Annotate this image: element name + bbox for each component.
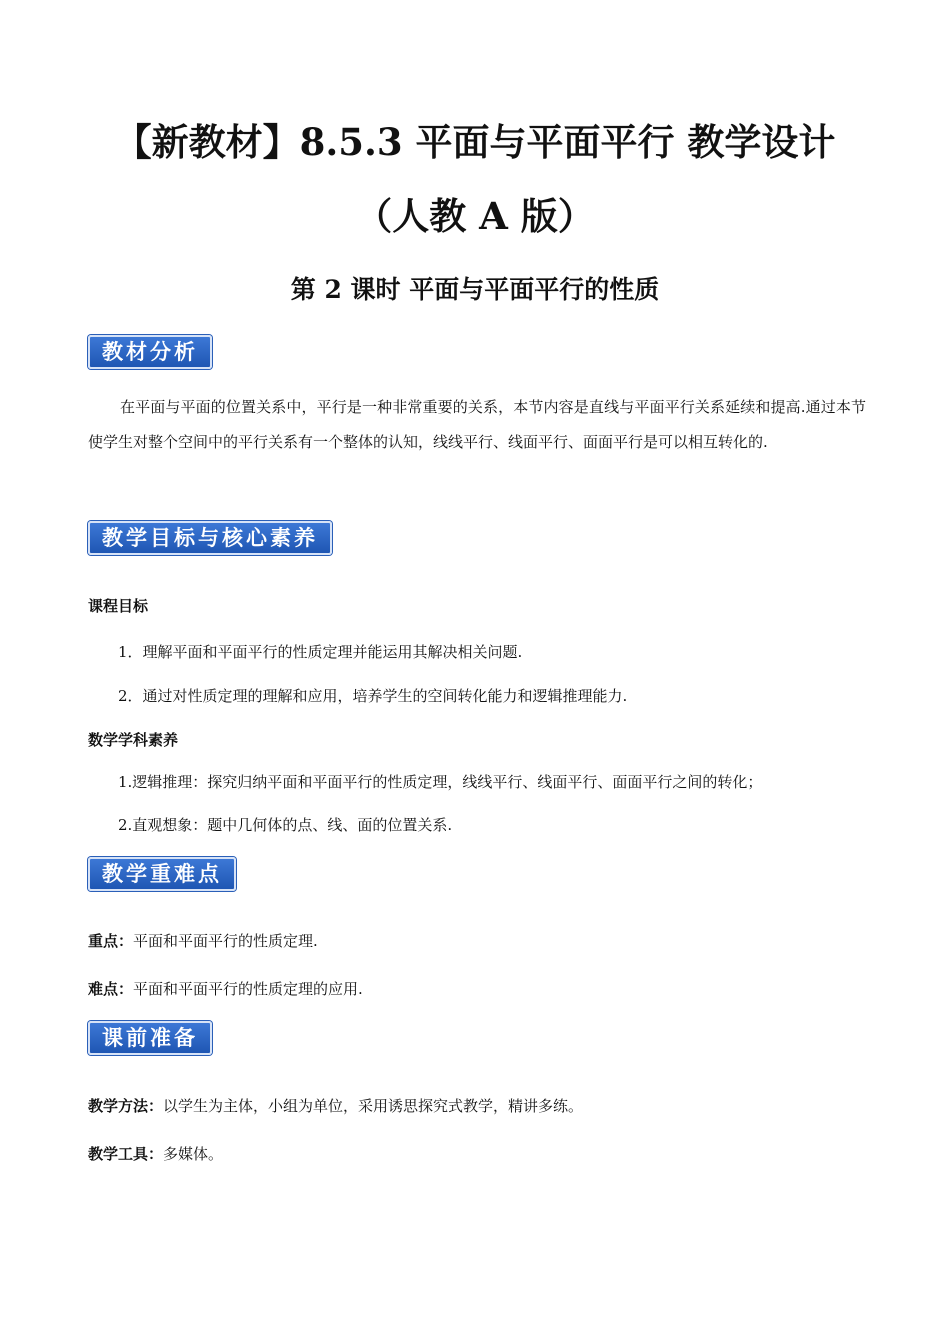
teaching-tools-line bbox=[88, 1143, 223, 1165]
key-point-line bbox=[88, 930, 318, 952]
document-title-line-1: 【新教材】8.5.3 平面与平面平行 教学设计 bbox=[114, 120, 836, 164]
literacy-item-1: 1.逻辑推理：探究归纳平面和平面平行的性质定理，线线平行、线面平行、面面平行之间的转化； bbox=[118, 773, 763, 791]
course-goal-item-1: 1．理解平面和平面平行的性质定理并能运用其解决相关问题. bbox=[118, 643, 523, 661]
teaching-method-line bbox=[88, 1095, 583, 1117]
section-badge-preparation: 课前准备 bbox=[88, 1021, 212, 1055]
difficult-point-label: 难点： bbox=[88, 980, 134, 998]
key-point-label: 重点： bbox=[88, 932, 134, 950]
course-goals-heading: 课程目标 bbox=[88, 597, 149, 615]
teaching-method-text: 以学生为主体，小组为单位，采用诱思探究式教学，精讲多练。 bbox=[163, 1097, 584, 1115]
teaching-tools-text: 多媒体。 bbox=[163, 1145, 224, 1163]
difficult-point-text: 平面和平面平行的性质定理的应用. bbox=[133, 980, 363, 998]
section-badge-key-points: 教学重难点 bbox=[88, 857, 236, 891]
document-title-line-2: （人教 A 版） bbox=[355, 194, 595, 238]
section-badge-goals: 教学目标与核心素养 bbox=[88, 521, 332, 555]
analysis-paragraph: 在平面与平面的位置关系中，平行是一种非常重要的关系，本节内容是直线与平面平行关系延续和提高.通过本节使学生对整个空间中的平行关系有一个整体的认知，线线平行、线面平行、面面平行是可以相互转化的. bbox=[88, 398, 866, 451]
literacy-item-2: 2.直观想象：题中几何体的点、线、面的位置关系. bbox=[118, 816, 453, 834]
teaching-method-label: 教学方法： bbox=[88, 1097, 164, 1115]
difficult-point-line bbox=[88, 978, 363, 1000]
literacy-heading: 数学学科素养 bbox=[88, 731, 179, 749]
lesson-subtitle: 第 2 课时 平面与平面平行的性质 bbox=[290, 275, 660, 304]
teaching-tools-label: 教学工具： bbox=[88, 1145, 164, 1163]
key-point-text: 平面和平面平行的性质定理. bbox=[133, 932, 318, 950]
section-badge-analysis: 教材分析 bbox=[88, 335, 212, 369]
course-goal-item-2: 2．通过对性质定理的理解和应用，培养学生的空间转化能力和逻辑推理能力. bbox=[118, 687, 628, 705]
